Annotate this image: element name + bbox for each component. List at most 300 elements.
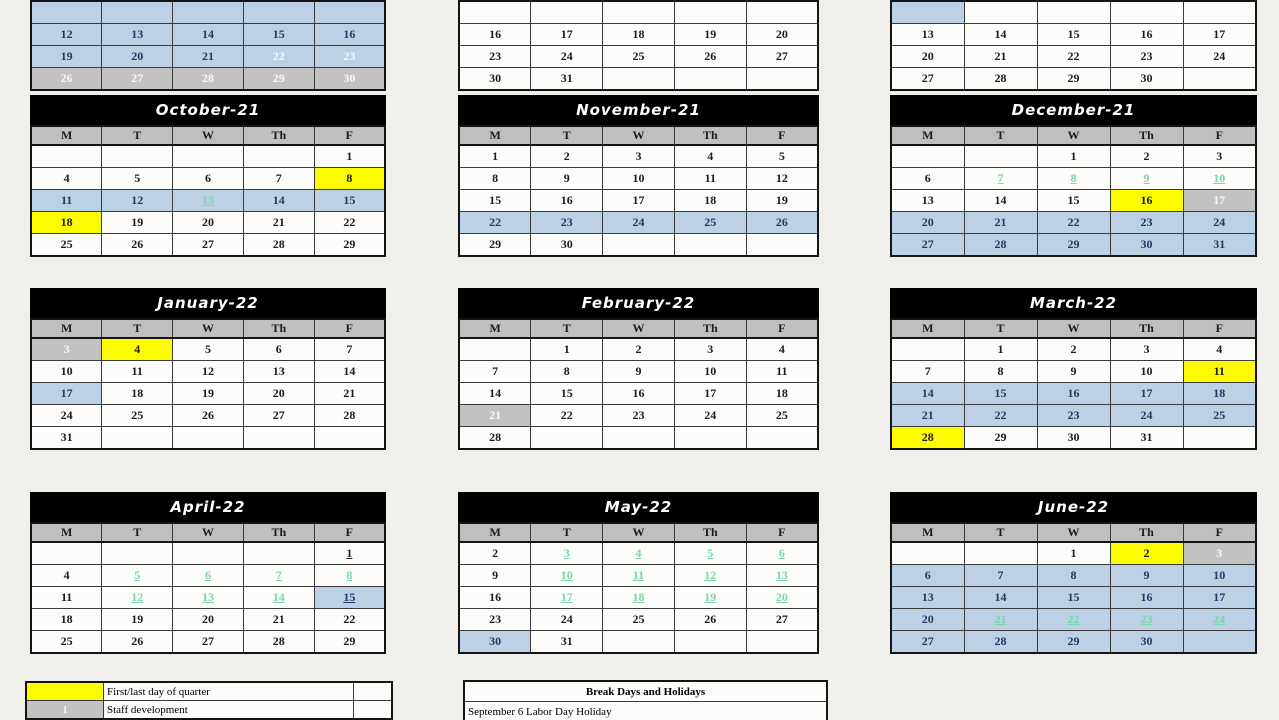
week-row xyxy=(31,542,385,565)
empty-day-cell xyxy=(459,338,531,361)
day-cell: 25 xyxy=(31,234,102,257)
legend-row xyxy=(26,701,392,720)
week-row xyxy=(31,587,385,609)
empty-day-cell xyxy=(1183,68,1256,91)
day-cell: 27 xyxy=(102,68,173,91)
day-cell: 23 xyxy=(531,212,603,234)
week-row xyxy=(891,68,1256,91)
weekday-header: F xyxy=(746,126,818,145)
week-row xyxy=(31,565,385,587)
day-cell: 1 xyxy=(314,145,385,168)
partial-calendar-top-right xyxy=(890,0,1257,91)
week-row xyxy=(31,24,385,46)
empty-day-cell xyxy=(531,1,603,24)
month-grid xyxy=(458,125,819,257)
calendar-june-22 xyxy=(890,492,1257,654)
week-row xyxy=(459,609,818,631)
day-cell: 20 xyxy=(891,46,964,68)
month-grid xyxy=(458,318,819,450)
day-cell[interactable]: 7 xyxy=(964,168,1037,190)
weekday-header: Th xyxy=(1110,126,1183,145)
day-cell: 23 xyxy=(1110,212,1183,234)
empty-day-cell xyxy=(674,427,746,450)
empty-day-cell xyxy=(891,542,964,565)
day-cell: 4 xyxy=(31,565,102,587)
calendar-may-22 xyxy=(458,492,819,654)
day-cell: 25 xyxy=(603,46,675,68)
day-cell: 5 xyxy=(102,168,173,190)
weekday-header: T xyxy=(531,319,603,338)
day-cell: 14 xyxy=(243,190,314,212)
week-row xyxy=(31,609,385,631)
empty-day-cell xyxy=(102,145,173,168)
calendar-november-21 xyxy=(458,95,819,257)
month-title: April-22 xyxy=(30,492,386,522)
day-cell: 12 xyxy=(102,190,173,212)
month-grid xyxy=(30,125,386,257)
empty-day-cell xyxy=(674,68,746,91)
empty-day-cell xyxy=(243,1,314,24)
day-cell: 26 xyxy=(173,405,244,427)
day-cell: 7 xyxy=(314,338,385,361)
weekday-header: Th xyxy=(674,126,746,145)
week-row xyxy=(31,46,385,68)
weekday-header-row xyxy=(891,523,1256,542)
partial-month-grid xyxy=(30,0,386,91)
day-cell: 29 xyxy=(1037,234,1110,257)
week-row xyxy=(459,338,818,361)
day-cell: 22 xyxy=(1037,46,1110,68)
empty-day-cell xyxy=(674,631,746,654)
day-cell: 21 xyxy=(314,383,385,405)
day-cell: 26 xyxy=(31,68,102,91)
month-grid xyxy=(30,318,386,450)
empty-day-cell xyxy=(603,427,675,450)
day-cell: 10 xyxy=(1183,565,1256,587)
weekday-header: M xyxy=(31,319,102,338)
week-row xyxy=(459,427,818,450)
day-cell: 30 xyxy=(459,68,531,91)
day-cell: 26 xyxy=(102,234,173,257)
empty-day-cell xyxy=(243,427,314,450)
calendar-march-22 xyxy=(890,288,1257,450)
day-cell: 2 xyxy=(531,145,603,168)
legend-label: First/last day of quarter xyxy=(104,682,354,701)
day-cell: 30 xyxy=(314,68,385,91)
day-cell: 24 xyxy=(1183,212,1256,234)
weekday-header: W xyxy=(173,523,244,542)
day-cell: 29 xyxy=(1037,631,1110,654)
day-cell: 30 xyxy=(1110,68,1183,91)
legend-spacer-cell xyxy=(354,682,393,701)
week-row xyxy=(459,383,818,405)
day-cell: 14 xyxy=(964,24,1037,46)
day-cell[interactable]: 18 xyxy=(603,587,675,609)
day-cell: 15 xyxy=(531,383,603,405)
day-cell: 21 xyxy=(964,212,1037,234)
empty-day-cell xyxy=(746,427,818,450)
day-cell: 13 xyxy=(102,24,173,46)
weekday-header: F xyxy=(1183,126,1256,145)
day-cell: 22 xyxy=(531,405,603,427)
week-row xyxy=(31,1,385,24)
day-cell: 7 xyxy=(459,361,531,383)
day-cell: 28 xyxy=(964,631,1037,654)
month-title: March-22 xyxy=(890,288,1257,318)
day-cell: 8 xyxy=(314,168,385,190)
day-cell: 16 xyxy=(1110,190,1183,212)
day-cell: 16 xyxy=(459,587,531,609)
day-cell: 20 xyxy=(891,609,964,631)
empty-day-cell xyxy=(31,542,102,565)
empty-day-cell xyxy=(314,1,385,24)
day-cell: 12 xyxy=(31,24,102,46)
day-cell: 28 xyxy=(964,234,1037,257)
week-row xyxy=(459,212,818,234)
day-cell: 3 xyxy=(1183,145,1256,168)
empty-day-cell xyxy=(603,234,675,257)
week-row xyxy=(459,631,818,654)
day-cell: 27 xyxy=(746,609,818,631)
month-grid xyxy=(890,522,1257,654)
day-cell[interactable]: 17 xyxy=(531,587,603,609)
day-cell: 9 xyxy=(531,168,603,190)
weekday-header-row xyxy=(31,126,385,145)
empty-day-cell xyxy=(173,427,244,450)
day-cell: 18 xyxy=(31,212,102,234)
day-cell[interactable]: 8 xyxy=(314,565,385,587)
day-cell: 25 xyxy=(603,609,675,631)
day-cell: 22 xyxy=(314,212,385,234)
week-row xyxy=(459,542,818,565)
day-cell[interactable]: 21 xyxy=(964,609,1037,631)
day-cell[interactable]: 19 xyxy=(674,587,746,609)
quarter-day-swatch xyxy=(26,682,104,701)
day-cell: 22 xyxy=(243,46,314,68)
day-cell[interactable]: 13 xyxy=(173,190,244,212)
weekday-header: M xyxy=(459,126,531,145)
day-cell: 17 xyxy=(31,383,102,405)
empty-day-cell xyxy=(1037,1,1110,24)
weekday-header: F xyxy=(746,523,818,542)
day-cell[interactable]: 7 xyxy=(243,565,314,587)
day-cell[interactable]: 15 xyxy=(314,587,385,609)
weekday-header: F xyxy=(1183,319,1256,338)
weekday-header: T xyxy=(102,319,173,338)
empty-day-cell xyxy=(314,427,385,450)
day-cell: 7 xyxy=(964,565,1037,587)
empty-day-cell xyxy=(964,542,1037,565)
day-cell: 2 xyxy=(1110,542,1183,565)
day-cell: 15 xyxy=(243,24,314,46)
weekday-header-row xyxy=(459,319,818,338)
day-cell: 30 xyxy=(531,234,603,257)
weekday-header: Th xyxy=(243,126,314,145)
empty-day-cell xyxy=(102,1,173,24)
day-cell[interactable]: 10 xyxy=(1183,168,1256,190)
day-cell[interactable]: 6 xyxy=(173,565,244,587)
day-cell: 22 xyxy=(1037,212,1110,234)
day-cell: 8 xyxy=(1037,565,1110,587)
week-row xyxy=(31,405,385,427)
weekday-header: Th xyxy=(243,523,314,542)
week-row xyxy=(891,427,1256,450)
day-cell: 23 xyxy=(1037,405,1110,427)
day-cell: 21 xyxy=(459,405,531,427)
day-cell: 21 xyxy=(891,405,964,427)
empty-day-cell xyxy=(746,234,818,257)
day-cell: 25 xyxy=(746,405,818,427)
day-cell[interactable]: 8 xyxy=(1037,168,1110,190)
weekday-header: W xyxy=(603,523,675,542)
calendar-april-22 xyxy=(30,492,386,654)
partial-month-grid xyxy=(890,0,1257,91)
day-cell: 27 xyxy=(891,631,964,654)
day-cell: 22 xyxy=(314,609,385,631)
week-row xyxy=(459,565,818,587)
day-cell: 18 xyxy=(102,383,173,405)
day-cell: 10 xyxy=(1110,361,1183,383)
weekday-header: Th xyxy=(243,319,314,338)
day-cell: 28 xyxy=(173,68,244,91)
day-cell: 20 xyxy=(173,212,244,234)
holiday-row xyxy=(464,702,827,720)
calendar-february-22 xyxy=(458,288,819,450)
day-cell: 12 xyxy=(746,168,818,190)
empty-day-cell xyxy=(531,427,603,450)
day-cell: 1 xyxy=(964,338,1037,361)
month-title: October-21 xyxy=(30,95,386,125)
empty-day-cell xyxy=(1183,1,1256,24)
day-cell: 16 xyxy=(459,24,531,46)
day-cell: 13 xyxy=(891,24,964,46)
week-row xyxy=(891,1,1256,24)
day-cell: 19 xyxy=(746,190,818,212)
day-cell: 30 xyxy=(1110,234,1183,257)
empty-day-cell xyxy=(243,542,314,565)
day-cell: 16 xyxy=(603,383,675,405)
empty-day-cell xyxy=(243,145,314,168)
week-row xyxy=(459,190,818,212)
day-cell: 20 xyxy=(243,383,314,405)
day-cell: 27 xyxy=(173,234,244,257)
legend-row xyxy=(26,682,392,701)
weekday-header: W xyxy=(173,126,244,145)
partial-calendar-top-center xyxy=(458,0,819,91)
day-cell: 11 xyxy=(746,361,818,383)
empty-day-cell xyxy=(31,145,102,168)
day-cell: 21 xyxy=(173,46,244,68)
day-cell[interactable]: 1 xyxy=(314,542,385,565)
week-row xyxy=(459,361,818,383)
day-cell: 13 xyxy=(891,587,964,609)
empty-day-cell xyxy=(603,631,675,654)
day-cell[interactable]: 6 xyxy=(746,542,818,565)
week-row xyxy=(891,46,1256,68)
week-row xyxy=(459,68,818,91)
day-cell: 15 xyxy=(1037,587,1110,609)
day-cell: 14 xyxy=(459,383,531,405)
day-cell: 15 xyxy=(1037,190,1110,212)
day-cell: 28 xyxy=(459,427,531,450)
day-cell: 3 xyxy=(674,338,746,361)
day-cell: 11 xyxy=(31,587,102,609)
legend-spacer-cell xyxy=(354,701,393,720)
day-cell[interactable]: 13 xyxy=(746,565,818,587)
day-cell: 17 xyxy=(1183,587,1256,609)
empty-day-cell xyxy=(603,1,675,24)
weekday-header: Th xyxy=(1110,319,1183,338)
day-cell: 18 xyxy=(603,24,675,46)
month-grid xyxy=(458,522,819,654)
day-cell: 17 xyxy=(1110,383,1183,405)
day-cell: 28 xyxy=(891,427,964,450)
day-cell: 4 xyxy=(746,338,818,361)
color-legend xyxy=(25,681,393,720)
day-cell: 24 xyxy=(531,609,603,631)
day-cell: 17 xyxy=(1183,24,1256,46)
empty-day-cell xyxy=(964,1,1037,24)
day-cell: 1 xyxy=(459,145,531,168)
weekday-header: M xyxy=(891,126,964,145)
day-cell: 29 xyxy=(1037,68,1110,91)
day-cell: 11 xyxy=(1183,361,1256,383)
day-cell: 7 xyxy=(891,361,964,383)
weekday-header-row xyxy=(31,319,385,338)
day-cell: 27 xyxy=(173,631,244,654)
day-cell[interactable]: 5 xyxy=(102,565,173,587)
day-cell[interactable]: 20 xyxy=(746,587,818,609)
weekday-header: W xyxy=(1037,523,1110,542)
day-cell[interactable]: 3 xyxy=(531,542,603,565)
day-cell: 20 xyxy=(746,24,818,46)
day-cell[interactable]: 22 xyxy=(1037,609,1110,631)
week-row xyxy=(31,234,385,257)
day-cell[interactable]: 24 xyxy=(1183,609,1256,631)
day-cell: 22 xyxy=(459,212,531,234)
day-cell: 24 xyxy=(31,405,102,427)
weekday-header: M xyxy=(891,319,964,338)
day-cell: 2 xyxy=(459,542,531,565)
week-row xyxy=(31,361,385,383)
calendar-december-21 xyxy=(890,95,1257,257)
month-title: December-21 xyxy=(890,95,1257,125)
day-cell: 3 xyxy=(1110,338,1183,361)
day-cell: 11 xyxy=(674,168,746,190)
day-cell: 20 xyxy=(891,212,964,234)
holidays-header-row xyxy=(464,681,827,702)
month-grid xyxy=(890,318,1257,450)
day-cell: 31 xyxy=(531,631,603,654)
day-cell[interactable]: 11 xyxy=(603,565,675,587)
weekday-header: W xyxy=(603,126,675,145)
day-cell: 24 xyxy=(1183,46,1256,68)
day-cell: 18 xyxy=(31,609,102,631)
weekday-header: T xyxy=(102,126,173,145)
empty-day-cell xyxy=(603,68,675,91)
month-title: February-22 xyxy=(458,288,819,318)
week-row xyxy=(31,338,385,361)
weekday-header: W xyxy=(1037,126,1110,145)
weekday-header: T xyxy=(964,319,1037,338)
day-cell: 26 xyxy=(674,609,746,631)
day-cell: 10 xyxy=(603,168,675,190)
weekday-header: W xyxy=(173,319,244,338)
weekday-header: F xyxy=(314,523,385,542)
day-cell: 25 xyxy=(102,405,173,427)
day-cell: 19 xyxy=(674,24,746,46)
week-row xyxy=(891,405,1256,427)
day-cell: 8 xyxy=(964,361,1037,383)
weekday-header: F xyxy=(746,319,818,338)
day-cell: 24 xyxy=(603,212,675,234)
day-cell: 23 xyxy=(459,46,531,68)
day-cell: 4 xyxy=(31,168,102,190)
day-cell: 29 xyxy=(243,68,314,91)
day-cell: 5 xyxy=(746,145,818,168)
empty-day-cell xyxy=(173,542,244,565)
weekday-header: T xyxy=(102,523,173,542)
empty-day-cell xyxy=(891,145,964,168)
week-row xyxy=(891,212,1256,234)
day-cell: 20 xyxy=(102,46,173,68)
day-cell: 2 xyxy=(1110,145,1183,168)
day-cell: 19 xyxy=(31,46,102,68)
day-cell: 6 xyxy=(243,338,314,361)
day-cell[interactable]: 10 xyxy=(531,565,603,587)
day-cell[interactable]: 13 xyxy=(173,587,244,609)
day-cell: 31 xyxy=(531,68,603,91)
empty-day-cell xyxy=(1183,427,1256,450)
day-cell: 24 xyxy=(1110,405,1183,427)
week-row xyxy=(891,587,1256,609)
day-cell: 17 xyxy=(1183,190,1256,212)
day-cell[interactable]: 23 xyxy=(1110,609,1183,631)
day-cell: 4 xyxy=(102,338,173,361)
empty-day-cell xyxy=(964,145,1037,168)
day-cell: 15 xyxy=(964,383,1037,405)
day-cell[interactable]: 5 xyxy=(674,542,746,565)
day-cell: 14 xyxy=(964,587,1037,609)
day-cell: 23 xyxy=(459,609,531,631)
day-cell: 29 xyxy=(459,234,531,257)
day-cell: 8 xyxy=(531,361,603,383)
day-cell: 29 xyxy=(964,427,1037,450)
weekday-header: M xyxy=(31,126,102,145)
day-cell: 15 xyxy=(459,190,531,212)
day-cell: 17 xyxy=(603,190,675,212)
day-cell[interactable]: 12 xyxy=(102,587,173,609)
week-row xyxy=(31,190,385,212)
empty-day-cell xyxy=(746,1,818,24)
day-cell: 12 xyxy=(173,361,244,383)
day-cell: 21 xyxy=(243,609,314,631)
day-cell[interactable]: 12 xyxy=(674,565,746,587)
day-cell: 15 xyxy=(1037,24,1110,46)
week-row xyxy=(891,24,1256,46)
day-cell[interactable]: 4 xyxy=(603,542,675,565)
day-cell: 23 xyxy=(603,405,675,427)
day-cell: 15 xyxy=(314,190,385,212)
day-cell[interactable]: 9 xyxy=(1110,168,1183,190)
day-cell: 4 xyxy=(1183,338,1256,361)
week-row xyxy=(891,234,1256,257)
empty-day-cell xyxy=(102,542,173,565)
day-cell: 18 xyxy=(1183,383,1256,405)
day-cell: 27 xyxy=(891,68,964,91)
day-cell: 3 xyxy=(1183,542,1256,565)
day-cell[interactable]: 14 xyxy=(243,587,314,609)
